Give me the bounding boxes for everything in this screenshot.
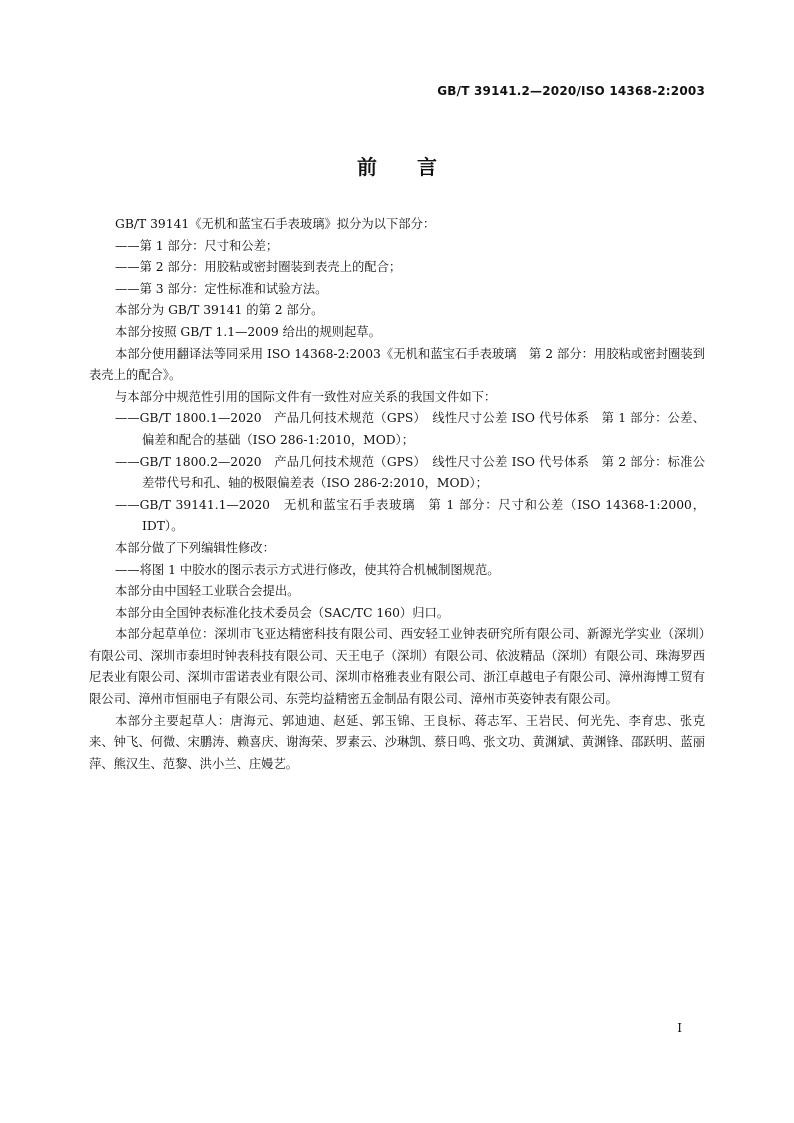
- list-item-part3: ——第 3 部分：定性标准和试验方法。: [115, 281, 328, 296]
- reference-item-1: ——GB/T 1800.1—2020 产品几何技术规范（GPS） 线性尺寸公差 ISO 代号体系 第 1 部分：公差、偏差和配合的基础（ISO 286-1:2010，MOD）；: [115, 411, 705, 447]
- paragraph-this-part: 本部分为 GB/T 39141 的第 2 部分。: [115, 303, 324, 318]
- page-number: I: [677, 1021, 682, 1035]
- list-item-part1: ——第 1 部分：尺寸和公差；: [115, 238, 279, 253]
- list-item-edit1: ——将图 1 中胶水的图示表示方式进行修改，使其符合机械制图规范。: [115, 562, 500, 577]
- reference-item-3: ——GB/T 39141.1—2020 无机和蓝宝石手表玻璃 第 1 部分：尺寸和公差（ISO 14368-1:2000，IDT）。: [115, 497, 705, 534]
- paragraph-proposed: 本部分由中国轻工业联合会提出。: [115, 584, 300, 599]
- paragraph-centralized: 本部分由全国钟表标准化技术委员会（SAC/TC 160）归口。: [115, 605, 450, 620]
- paragraph-consistency: 与本部分中规范性引用的国际文件有一致性对应关系的我国文件如下：: [115, 389, 497, 404]
- paragraph-drafters: 本部分主要起草人：唐海元、郭迪迪、赵延、郭玉锦、王良标、蒋志军、王岩民、何光先、李育忠、张克来、钟飞、何微、宋鹏涛、赖喜庆、谢海荣、罗素云、沙琳凯、蔡日鸣、张文功、黄渊斌、黄渊锋、邵跃明、蓝丽萍、熊汉生、范黎、洪小兰、庄嫚艺。: [89, 713, 705, 771]
- reference-item-2: ——GB/T 1800.2—2020 产品几何技术规范（GPS） 线性尺寸公差 ISO 代号体系 第 2 部分：标准公差带代号和孔、轴的极限偏差表（ISO 286-2:2010，MOD）；: [115, 454, 705, 491]
- paragraph-drafting-units: 本部分起草单位：深圳市飞亚达精密科技有限公司、西安轻工业钟表研究所有限公司、新源光学实业（深圳）有限公司、深圳市泰坦时钟表科技有限公司、天王电子（深圳）有限公司、依波精品（深圳）有限公司、珠海罗西尼表业有限公司、深圳市雷诺表业有限公司、深圳市格雅表业有限公司、浙江卓越电子有限公司、漳州海博工贸有限公司、漳州市恒丽电子有限公司、东莞均益精密五金制品有限公司、漳州市英姿钟表有限公司。: [89, 627, 705, 707]
- paragraph-rules: 本部分按照 GB/T 1.1—2009 给出的规则起草。: [115, 324, 381, 339]
- page-title: 前言: [357, 155, 477, 179]
- standard-code-header: GB/T 39141.2—2020/ISO 14368-2:2003: [437, 84, 705, 98]
- paragraph-editorial: 本部分做了下列编辑性修改：: [115, 540, 275, 555]
- paragraph-translation: 本部分使用翻译法等同采用 ISO 14368-2:2003《无机和蓝宝石手表玻璃 第 2 部分：用胶粘或密封圈装到表壳上的配合》。: [89, 346, 705, 383]
- paragraph-intro: GB/T 39141《无机和蓝宝石手表玻璃》拟分为以下部分：: [115, 217, 436, 231]
- list-item-part2: ——第 2 部分：用胶粘或密封圈装到表壳上的配合；: [115, 260, 402, 275]
- foreword-body: [89, 214, 705, 775]
